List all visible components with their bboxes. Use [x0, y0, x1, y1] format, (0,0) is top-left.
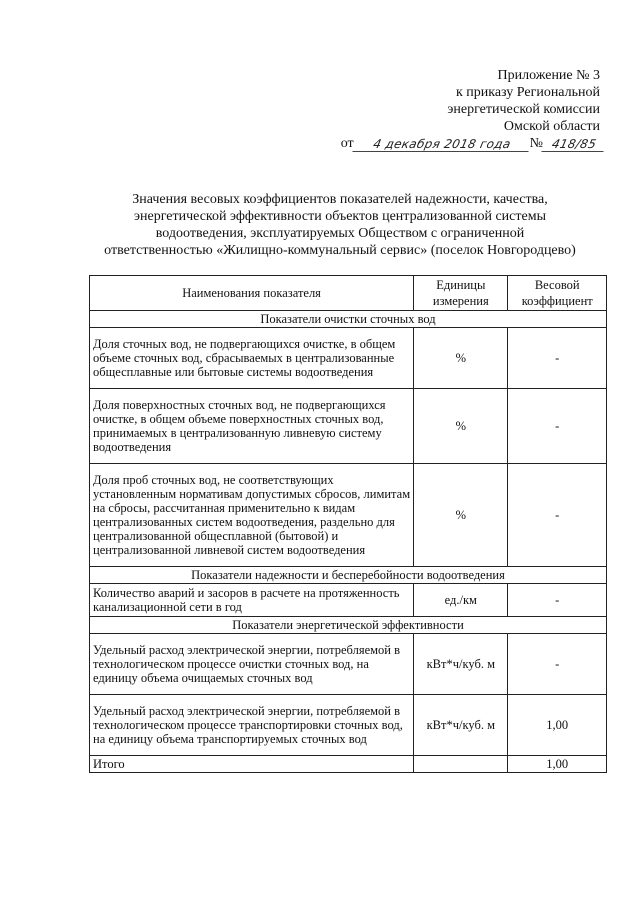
title-line: водоотведения, эксплуатируемых Обществом с ограниченной [155, 226, 525, 241]
header-coef [508, 276, 607, 311]
header-coef-line: коэффициент [521, 294, 593, 308]
header-unit [414, 276, 508, 311]
order-date-number [341, 136, 605, 152]
total-coef: 1,00 [508, 756, 607, 773]
total-row [90, 756, 607, 773]
header-unit-line: Единицы [436, 278, 486, 292]
table-row [90, 634, 607, 695]
total-unit [414, 756, 508, 773]
handwritten-date: 4 декабря 2018 года [352, 137, 531, 152]
section-row [90, 311, 607, 328]
section-title: Показатели очистки сточных вод [90, 311, 607, 328]
row-coef: 1,00 [508, 695, 607, 756]
indicators-table [89, 275, 607, 773]
appendix-number: Приложение № 3 [497, 68, 600, 83]
number-label: № [529, 136, 543, 151]
row-coef: - [508, 389, 607, 464]
total-name: Итого [90, 756, 414, 773]
row-name: Доля поверхностных сточных вод, не подвергающихся очистке, в общем объеме поверхностных сточных вод, принимаемых в централизованную ливневую систему водоотведения [90, 389, 414, 464]
row-unit: кВт*ч/куб. м [414, 634, 508, 695]
table-row [90, 464, 607, 567]
row-unit: % [414, 389, 508, 464]
row-unit: ед./км [414, 584, 508, 617]
row-coef: - [508, 464, 607, 567]
table-header-row [90, 276, 607, 311]
title-line: ответственностью «Жилищно-коммунальный сервис» (поселок Новгородцево) [104, 243, 576, 258]
row-unit: кВт*ч/куб. м [414, 695, 508, 756]
section-row [90, 567, 607, 584]
handwritten-number: 418/85 [541, 137, 606, 152]
row-name: Доля проб сточных вод, не соответствующих установленным нормативам допустимых сбросов, лимитам на сбросы, рассчитанная применительно к видам централизованных систем водоотведения, раздельно для централизованной общесплавной (бытовой) и централизованной ливневой систем водоотведения [90, 464, 414, 567]
header-name: Наименования показателя [90, 276, 414, 311]
section-title: Показатели энергетической эффективности [90, 617, 607, 634]
header-unit-line: измерения [432, 294, 489, 308]
row-name: Удельный расход электрической энергии, потребляемой в технологическом процессе транспортировки сточных вод, на единицу объема транспортируемых сточных вод [90, 695, 414, 756]
section-row [90, 617, 607, 634]
row-coef: - [508, 634, 607, 695]
section-title: Показатели надежности и бесперебойности водоотведения [90, 567, 607, 584]
table-row [90, 584, 607, 617]
row-unit: % [414, 464, 508, 567]
row-coef: - [508, 584, 607, 617]
from-label: от [340, 136, 354, 151]
row-coef: - [508, 328, 607, 389]
appendix-commission: энергетической комиссии [447, 102, 600, 117]
appendix-region: Омской области [503, 119, 600, 134]
row-unit: % [414, 328, 508, 389]
table-row [90, 389, 607, 464]
table-row [90, 328, 607, 389]
row-name: Количество аварий и засоров в расчете на протяженность канализационной сети в год [90, 584, 414, 617]
appendix-header [447, 67, 600, 135]
table-row [90, 695, 607, 756]
title-line: Значения весовых коэффициентов показателей надежности, качества, [132, 192, 548, 207]
header-coef-line: Весовой [534, 278, 580, 292]
document-title [60, 191, 620, 259]
appendix-order-ref: к приказу Региональной [455, 85, 600, 100]
title-line: энергетической эффективности объектов централизованной системы [134, 209, 546, 224]
row-name: Доля сточных вод, не подвергающихся очистке, в общем объеме сточных вод, сбрасываемых в централизованные общесплавные или бытовые системы водоотведения [90, 328, 414, 389]
row-name: Удельный расход электрической энергии, потребляемой в технологическом процессе очистки сточных вод, на единицу объема очищаемых сточных вод [90, 634, 414, 695]
